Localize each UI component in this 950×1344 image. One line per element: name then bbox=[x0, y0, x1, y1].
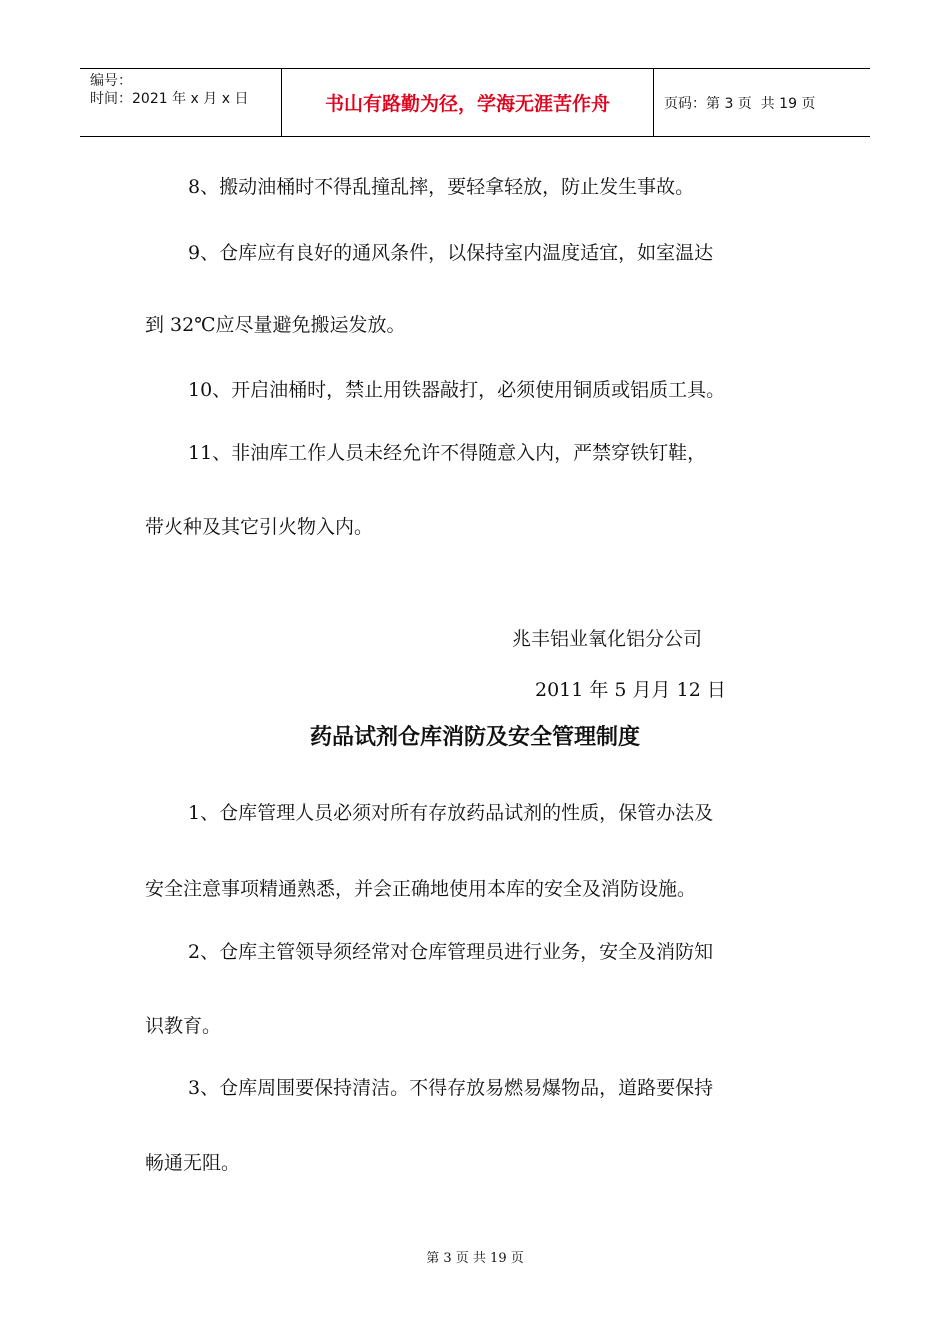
document-time-label: 时间：2021 年 x 月 x 日 bbox=[90, 91, 249, 107]
header-meta bbox=[80, 69, 282, 136]
paragraph-11-line-2: 带火种及其它引火物入内。 bbox=[145, 516, 374, 538]
section-paragraph-3-line-1: 3、仓库周围要保持清洁。不得存放易燃易爆物品，道路要保持 bbox=[188, 1077, 714, 1099]
section-title: 药品试剂仓库消防及安全管理制度 bbox=[309, 725, 640, 750]
paragraph-9-line-2: 到 32℃应尽量避免搬运发放。 bbox=[145, 314, 406, 336]
section-paragraph-3-line-2: 畅通无阻。 bbox=[145, 1152, 241, 1174]
section-paragraph-2-line-2: 识教育。 bbox=[145, 1015, 222, 1037]
section-paragraph-1-line-1: 1、仓库管理人员必须对所有存放药品试剂的性质，保管办法及 bbox=[188, 802, 714, 824]
signature-date: 2011 年 5 月月 12 日 bbox=[535, 679, 726, 701]
section-paragraph-1-line-2: 安全注意事项精通熟悉，并会正确地使用本库的安全及消防设施。 bbox=[145, 878, 697, 900]
header-motto: 书山有路勤为径，学海无涯苦作舟 bbox=[282, 69, 654, 136]
page-header bbox=[80, 68, 870, 137]
document-number-label: 编号： bbox=[90, 73, 132, 89]
header-page-text: 页码：第 3 页 共 19 页 bbox=[664, 95, 816, 112]
paragraph-9-line-1: 9、仓库应有良好的通风条件，以保持室内温度适宜，如室温达 bbox=[188, 242, 714, 264]
paragraph-10: 10、开启油桶时，禁止用铁器敲打，必须使用铜质或铝质工具。 bbox=[188, 379, 726, 401]
signature-company: 兆丰铝业氧化铝分公司 bbox=[512, 628, 703, 650]
header-page-info bbox=[654, 69, 870, 136]
paragraph-8: 8、搬动油桶时不得乱撞乱摔，要轻拿轻放，防止发生事故。 bbox=[188, 176, 695, 198]
section-paragraph-2-line-1: 2、仓库主管领导须经常对仓库管理员进行业务，安全及消防知 bbox=[188, 941, 714, 963]
page-footer: 第 3 页 共 19 页 bbox=[426, 1251, 524, 1266]
paragraph-11-line-1: 11、非油库工作人员未经允许不得随意入内，严禁穿铁钉鞋， bbox=[188, 442, 707, 464]
